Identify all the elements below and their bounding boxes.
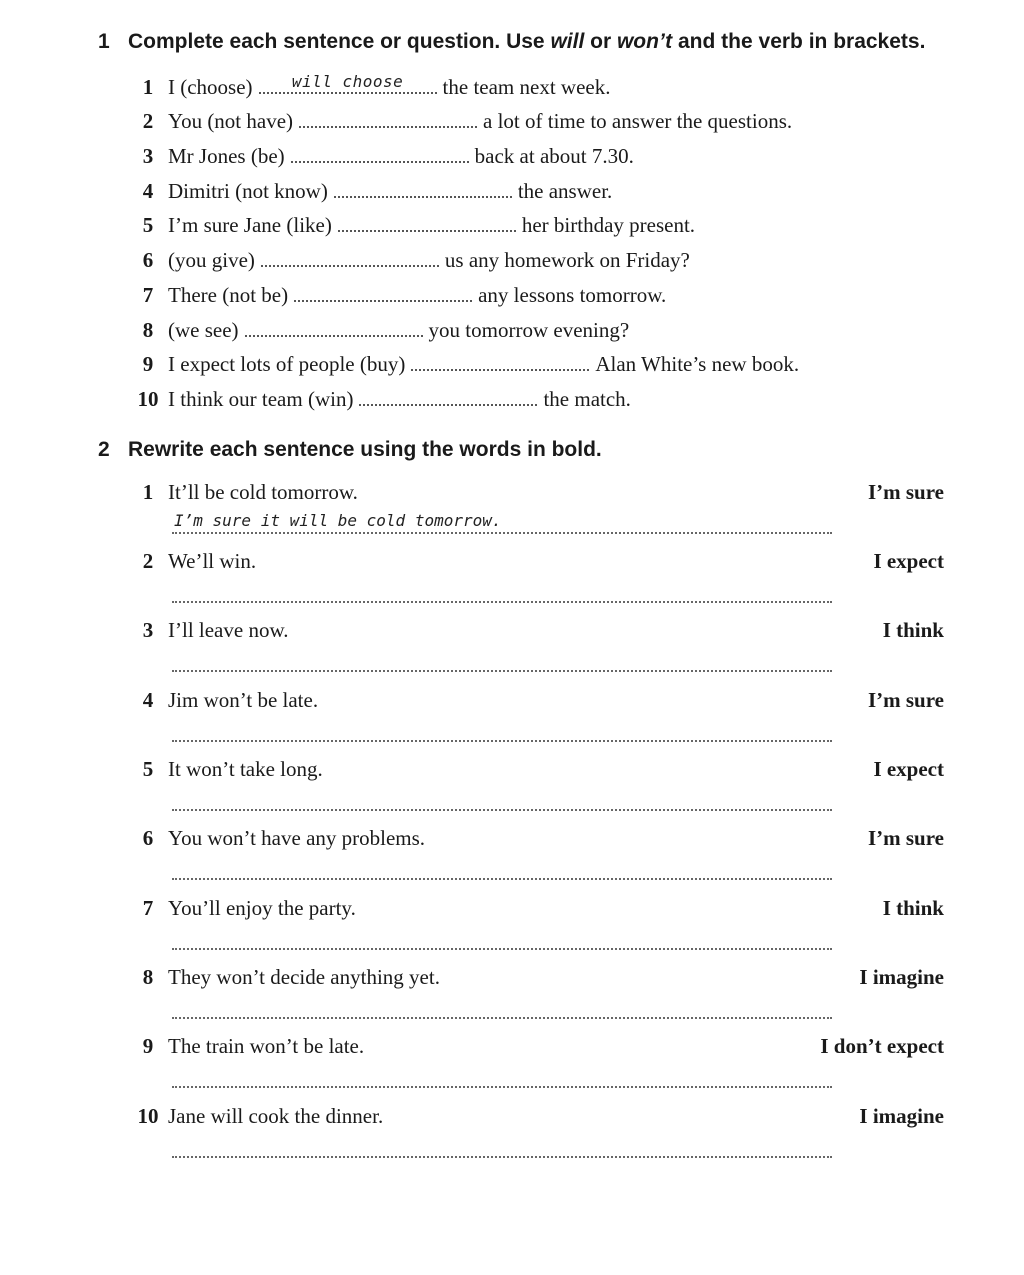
ex2-item: [128, 965, 944, 990]
item-prompt: I think our team (win): [168, 387, 354, 411]
ex2-item: [128, 896, 944, 921]
handwritten-answer: I’m sure it will be cold tomorrow.: [174, 511, 502, 530]
ex2-item: [128, 480, 944, 505]
exercise-1-instruction-a: Complete each sentence or question. Use: [128, 30, 551, 53]
item-prompt: Mr Jones (be): [168, 144, 285, 168]
answer-blank[interactable]: [359, 384, 537, 406]
bold-cue: I expect: [873, 757, 944, 781]
item-number: 10: [137, 387, 159, 411]
bold-cue: I’m sure: [867, 688, 944, 712]
ex1-item: [128, 349, 799, 377]
item-sentence: It’ll be cold tomorrow.: [168, 480, 358, 504]
item-number: 10: [137, 1104, 159, 1128]
item-sentence: It won’t take long.: [168, 757, 323, 781]
item-sentence: You’ll enjoy the party.: [168, 896, 356, 920]
ex2-item: [128, 618, 944, 643]
answer-line[interactable]: [172, 577, 832, 603]
ex2-item: [128, 549, 944, 574]
answer-line[interactable]: [172, 716, 832, 742]
answer-blank[interactable]: [334, 176, 512, 198]
item-continuation: back at about 7.30.: [474, 144, 634, 168]
exercise-1-instruction-b: and the verb in brackets.: [672, 30, 926, 53]
bold-cue: I think: [882, 618, 944, 642]
item-sentence: I’ll leave now.: [168, 618, 289, 642]
item-sentence: We’ll win.: [168, 549, 257, 573]
item-continuation: the answer.: [517, 179, 613, 203]
item-continuation: any lessons tomorrow.: [478, 283, 667, 307]
ex1-item: [128, 280, 666, 308]
item-number: 5: [142, 757, 154, 781]
item-sentence: You won’t have any problems.: [168, 826, 426, 850]
item-number: 3: [142, 144, 154, 168]
ex1-item: [128, 106, 792, 134]
exercise-1-or: or: [584, 30, 617, 53]
answer-blank[interactable]: [259, 72, 437, 94]
item-number: 4: [142, 179, 154, 203]
answer-blank[interactable]: [299, 106, 477, 128]
item-number: 9: [142, 352, 154, 376]
item-sentence: Jim won’t be late.: [168, 688, 319, 712]
exercise-2-instruction: Rewrite each sentence using the words in bold.: [128, 438, 602, 461]
ex1-item: [128, 210, 695, 238]
exercise-1-wont: won’t: [616, 30, 673, 53]
item-number: 2: [142, 109, 154, 133]
item-number: 7: [142, 896, 154, 920]
item-number: 1: [142, 75, 154, 99]
answer-blank[interactable]: [291, 141, 469, 163]
item-prompt: I expect lots of people (buy): [168, 352, 406, 376]
answer-line[interactable]: [172, 646, 832, 672]
answer-blank[interactable]: [411, 349, 589, 371]
item-prompt: There (not be): [168, 283, 289, 307]
item-number: 8: [142, 965, 154, 989]
item-continuation: the match.: [543, 387, 631, 411]
answer-line[interactable]: [172, 854, 832, 880]
bold-cue: I’m sure: [867, 826, 944, 850]
item-number: 9: [142, 1034, 154, 1058]
item-number: 1: [142, 480, 154, 504]
item-prompt: Dimitri (not know): [168, 179, 328, 203]
item-prompt: (we see): [168, 318, 239, 342]
exercise-1-will: will: [550, 30, 585, 53]
exercise-1-heading: [98, 30, 925, 54]
answer-line[interactable]: [172, 785, 832, 811]
bold-cue: I imagine: [859, 965, 944, 989]
item-continuation: us any homework on Friday?: [444, 248, 690, 272]
bold-cue: I’m sure: [867, 480, 944, 504]
ex1-item: [128, 176, 612, 204]
item-prompt: I’m sure Jane (like): [168, 213, 332, 237]
item-number: 3: [142, 618, 154, 642]
item-number: 4: [142, 688, 154, 712]
answer-blank[interactable]: [261, 245, 439, 267]
bold-cue: I don’t expect: [820, 1034, 944, 1058]
ex2-item: [128, 1034, 944, 1059]
ex2-item: [128, 1104, 944, 1129]
item-number: 7: [142, 283, 154, 307]
ex1-item: [128, 245, 690, 273]
item-continuation: her birthday present.: [521, 213, 696, 237]
answer-line[interactable]: [172, 1132, 832, 1158]
item-number: 5: [142, 213, 154, 237]
answer-blank[interactable]: [294, 280, 472, 302]
answer-blank[interactable]: [245, 315, 423, 337]
item-continuation: a lot of time to answer the questions.: [483, 109, 793, 133]
exercise-1-number: 1: [98, 30, 110, 53]
bold-cue: I think: [882, 896, 944, 920]
exercise-2-number: 2: [98, 438, 110, 461]
ex1-item: [128, 72, 610, 100]
item-prompt: You (not have): [168, 109, 294, 133]
ex2-item: [128, 826, 944, 851]
answer-line[interactable]: [172, 924, 832, 950]
item-continuation: you tomorrow evening?: [428, 318, 630, 342]
ex1-item: [128, 384, 631, 412]
item-number: 6: [142, 826, 154, 850]
item-sentence: Jane will cook the dinner.: [168, 1104, 384, 1128]
answer-line[interactable]: [172, 508, 832, 534]
bold-cue: I expect: [873, 549, 944, 573]
item-continuation: Alan White’s new book.: [595, 352, 800, 376]
ex1-item: [128, 141, 634, 169]
item-continuation: the team next week.: [442, 75, 611, 99]
ex2-item: [128, 688, 944, 713]
item-sentence: The train won’t be late.: [168, 1034, 365, 1058]
exercise-2-heading: [98, 438, 602, 462]
answer-blank[interactable]: [338, 210, 516, 232]
item-prompt: I (choose): [168, 75, 253, 99]
answer-line[interactable]: [172, 1062, 832, 1088]
answer-line[interactable]: [172, 993, 832, 1019]
item-sentence: They won’t decide anything yet.: [168, 965, 440, 989]
ex2-item: [128, 757, 944, 782]
item-number: 6: [142, 248, 154, 272]
ex1-item: [128, 315, 629, 343]
handwritten-answer: will choose: [291, 72, 404, 91]
item-number: 2: [142, 549, 154, 573]
item-prompt: (you give): [168, 248, 255, 272]
item-number: 8: [142, 318, 154, 342]
bold-cue: I imagine: [859, 1104, 944, 1128]
